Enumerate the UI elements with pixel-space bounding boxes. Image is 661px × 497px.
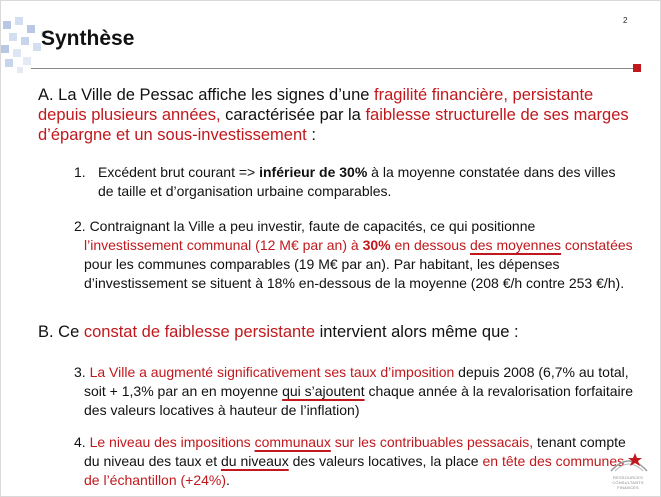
- title-divider: [31, 68, 641, 69]
- point-2-highlight: en dessous: [390, 237, 470, 253]
- section-b-text: B. Ce: [38, 323, 84, 341]
- section-a-text: caractérisée par la: [220, 106, 366, 124]
- slide-title: Synthèse: [41, 27, 135, 50]
- section-b-highlight: constat de faiblesse persistante: [83, 323, 315, 341]
- section-a: [38, 85, 638, 145]
- section-b: [38, 322, 638, 342]
- point-2-highlight: l’investissement communal (12 M€ par an) à: [84, 237, 363, 253]
- point-4-text: .: [226, 472, 230, 488]
- point-1-text: à la moyenne constatée dans des villes de taille et d’organisation urbaine comparables.: [98, 164, 616, 199]
- point-2-underlined: des moyennes: [469, 237, 562, 253]
- section-b-text: intervient alors même que :: [315, 323, 519, 341]
- accent-square: [633, 64, 641, 72]
- point-4: [74, 433, 634, 490]
- point-3: [74, 363, 634, 420]
- point-3-text: depuis 2008 (6,7% au total, soit + 1,3% par an en moyenne: [84, 364, 629, 399]
- point-4-text: tenant compte du niveau des taux et: [84, 434, 626, 469]
- point-4-number: 4.: [74, 434, 90, 450]
- point-4-text: des valeurs locatives, la place: [288, 453, 483, 469]
- point-2-text: 2. Contraignant la Ville a peu investir, faute de capacités, ce qui positionne: [74, 218, 536, 234]
- logo-line: RESSOURCES: [612, 475, 643, 480]
- point-4-highlight: sur les contribuables pessacais,: [330, 434, 534, 450]
- point-1: [74, 163, 634, 201]
- point-2: [74, 217, 634, 293]
- point-1-text: Excédent brut courant =>: [98, 164, 260, 180]
- point-2-bold: 30%: [362, 237, 391, 253]
- point-4-highlight: Le niveau des impositions: [89, 434, 255, 450]
- page-number: 2: [623, 16, 628, 25]
- logo-line: CONSULTANTS: [612, 480, 644, 485]
- point-2-text: pour les communes comparables (19 M€ par an). Par habitant, les dépenses d’investissement se situent à 18% en-dessous de la moyenne (208 €/h contre 253 €/h).: [84, 256, 625, 291]
- point-3-number: 3.: [74, 364, 90, 380]
- section-a-text: A. La Ville de Pessac affiche les signes d’une: [38, 86, 375, 104]
- point-3-text: chaque année à la revalorisation forfaitaire des valeurs locatives à hauteur de l’inflation): [84, 383, 634, 418]
- section-a-text: :: [306, 126, 316, 144]
- point-1-bold: inférieur de 30%: [259, 164, 368, 180]
- point-4-highlight: en tête des communes de l’échantillon (+24%): [84, 453, 625, 488]
- point-4-underlined: du niveaux: [221, 453, 289, 469]
- point-3-highlight: La Ville a augmenté significativement ses taux d’imposition: [89, 364, 455, 380]
- point-2-highlight: constatées: [561, 237, 633, 253]
- logo-line: FINANCES: [617, 485, 639, 490]
- section-a-highlight-2: faiblesse structurelle de ses marges d’épargne et un sous-investissement: [38, 106, 629, 144]
- point-1-number: 1.: [74, 164, 86, 180]
- section-a-highlight-1: fragilité financière, persistante depuis plusieurs années,: [38, 86, 594, 124]
- company-logo-text: [599, 475, 657, 490]
- point-3-underlined: qui s’ajoutent: [282, 383, 365, 399]
- point-4-underlined: communaux: [254, 434, 331, 450]
